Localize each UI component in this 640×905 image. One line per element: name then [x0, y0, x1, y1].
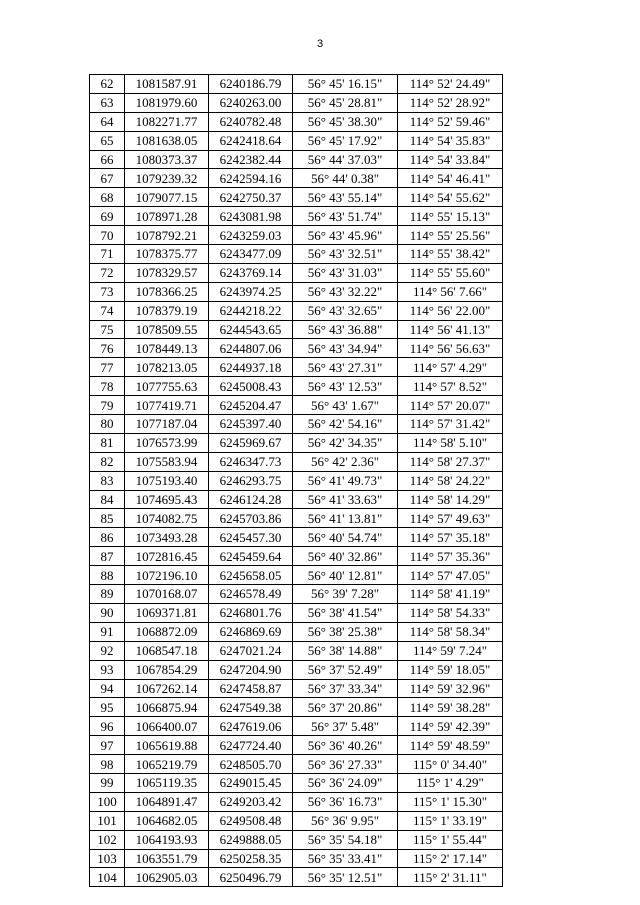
- y-coordinate-cell: 6246124.28: [209, 490, 293, 509]
- longitude-cell: 114° 56' 22.00": [398, 301, 503, 320]
- x-coordinate-cell: 1078379.19: [125, 301, 209, 320]
- longitude-cell: 115° 1' 4.29": [398, 773, 503, 792]
- x-coordinate-cell: 1067854.29: [125, 660, 209, 679]
- y-coordinate-cell: 6249203.42: [209, 792, 293, 811]
- y-coordinate-cell: 6243477.09: [209, 245, 293, 264]
- longitude-cell: 114° 58' 5.10": [398, 433, 503, 452]
- latitude-cell: 56° 36' 27.33": [293, 755, 398, 774]
- x-coordinate-cell: 1078213.05: [125, 358, 209, 377]
- point-number-cell: 94: [90, 679, 125, 698]
- table-row: [90, 585, 503, 604]
- x-coordinate-cell: 1070168.07: [125, 585, 209, 604]
- point-number-cell: 76: [90, 339, 125, 358]
- table-row: [90, 207, 503, 226]
- x-coordinate-cell: 1074082.75: [125, 509, 209, 528]
- table-row: [90, 452, 503, 471]
- y-coordinate-cell: 6245658.05: [209, 566, 293, 585]
- latitude-cell: 56° 43' 1.67": [293, 396, 398, 415]
- latitude-cell: 56° 45' 28.81": [293, 93, 398, 112]
- longitude-cell: 114° 57' 4.29": [398, 358, 503, 377]
- latitude-cell: 56° 44' 37.03": [293, 150, 398, 169]
- longitude-cell: 114° 57' 8.52": [398, 377, 503, 396]
- point-number-cell: 101: [90, 811, 125, 830]
- latitude-cell: 56° 42' 54.16": [293, 415, 398, 434]
- table-row: [90, 660, 503, 679]
- longitude-cell: 115° 1' 55.44": [398, 830, 503, 849]
- y-coordinate-cell: 6244807.06: [209, 339, 293, 358]
- table-row: [90, 339, 503, 358]
- longitude-cell: 114° 58' 24.22": [398, 471, 503, 490]
- y-coordinate-cell: 6247021.24: [209, 641, 293, 660]
- latitude-cell: 56° 35' 54.18": [293, 830, 398, 849]
- table-row: [90, 188, 503, 207]
- longitude-cell: 114° 56' 41.13": [398, 320, 503, 339]
- y-coordinate-cell: 6246347.73: [209, 452, 293, 471]
- table-row: [90, 433, 503, 452]
- table-row: [90, 471, 503, 490]
- point-number-cell: 67: [90, 169, 125, 188]
- point-number-cell: 89: [90, 585, 125, 604]
- longitude-cell: 114° 54' 46.41": [398, 169, 503, 188]
- x-coordinate-cell: 1081587.91: [125, 75, 209, 94]
- latitude-cell: 56° 43' 45.96": [293, 226, 398, 245]
- latitude-cell: 56° 43' 36.88": [293, 320, 398, 339]
- x-coordinate-cell: 1078366.25: [125, 282, 209, 301]
- x-coordinate-cell: 1072196.10: [125, 566, 209, 585]
- latitude-cell: 56° 40' 12.81": [293, 566, 398, 585]
- latitude-cell: 56° 40' 32.86": [293, 547, 398, 566]
- point-number-cell: 78: [90, 377, 125, 396]
- x-coordinate-cell: 1062905.03: [125, 868, 209, 887]
- table-row: [90, 131, 503, 150]
- longitude-cell: 114° 58' 54.33": [398, 603, 503, 622]
- latitude-cell: 56° 43' 32.65": [293, 301, 398, 320]
- x-coordinate-cell: 1075583.94: [125, 452, 209, 471]
- latitude-cell: 56° 41' 13.81": [293, 509, 398, 528]
- latitude-cell: 56° 38' 14.88": [293, 641, 398, 660]
- latitude-cell: 56° 43' 27.31": [293, 358, 398, 377]
- x-coordinate-cell: 1082271.77: [125, 112, 209, 131]
- point-number-cell: 68: [90, 188, 125, 207]
- y-coordinate-cell: 6240186.79: [209, 75, 293, 94]
- longitude-cell: 114° 54' 33.84": [398, 150, 503, 169]
- y-coordinate-cell: 6248505.70: [209, 755, 293, 774]
- table-row: [90, 792, 503, 811]
- y-coordinate-cell: 6247204.90: [209, 660, 293, 679]
- latitude-cell: 56° 43' 12.53": [293, 377, 398, 396]
- x-coordinate-cell: 1069371.81: [125, 603, 209, 622]
- table-row: [90, 226, 503, 245]
- latitude-cell: 56° 37' 33.34": [293, 679, 398, 698]
- x-coordinate-cell: 1078792.21: [125, 226, 209, 245]
- latitude-cell: 56° 41' 33.63": [293, 490, 398, 509]
- table-row: [90, 150, 503, 169]
- longitude-cell: 114° 56' 56.63": [398, 339, 503, 358]
- point-number-cell: 79: [90, 396, 125, 415]
- y-coordinate-cell: 6243769.14: [209, 263, 293, 282]
- longitude-cell: 114° 52' 28.92": [398, 93, 503, 112]
- point-number-cell: 71: [90, 245, 125, 264]
- x-coordinate-cell: 1077755.63: [125, 377, 209, 396]
- latitude-cell: 56° 36' 40.26": [293, 736, 398, 755]
- table-row: [90, 377, 503, 396]
- y-coordinate-cell: 6249015.45: [209, 773, 293, 792]
- table-row: [90, 93, 503, 112]
- table-row: [90, 509, 503, 528]
- longitude-cell: 114° 57' 20.07": [398, 396, 503, 415]
- y-coordinate-cell: 6250258.35: [209, 849, 293, 868]
- latitude-cell: 56° 43' 32.51": [293, 245, 398, 264]
- table-row: [90, 415, 503, 434]
- longitude-cell: 114° 58' 58.34": [398, 622, 503, 641]
- x-coordinate-cell: 1068547.18: [125, 641, 209, 660]
- table-row: [90, 641, 503, 660]
- y-coordinate-cell: 6245969.67: [209, 433, 293, 452]
- table-row: [90, 698, 503, 717]
- point-number-cell: 80: [90, 415, 125, 434]
- table-row: [90, 528, 503, 547]
- longitude-cell: 114° 55' 25.56": [398, 226, 503, 245]
- table-row: [90, 396, 503, 415]
- point-number-cell: 77: [90, 358, 125, 377]
- y-coordinate-cell: 6242382.44: [209, 150, 293, 169]
- table-row: [90, 849, 503, 868]
- x-coordinate-cell: 1066875.94: [125, 698, 209, 717]
- point-number-cell: 103: [90, 849, 125, 868]
- point-number-cell: 63: [90, 93, 125, 112]
- point-number-cell: 99: [90, 773, 125, 792]
- coordinates-table: [89, 74, 503, 887]
- y-coordinate-cell: 6246869.69: [209, 622, 293, 641]
- longitude-cell: 115° 2' 17.14": [398, 849, 503, 868]
- page-number: 3: [316, 38, 324, 50]
- point-number-cell: 90: [90, 603, 125, 622]
- y-coordinate-cell: 6243259.03: [209, 226, 293, 245]
- latitude-cell: 56° 38' 25.38": [293, 622, 398, 641]
- longitude-cell: 114° 59' 48.59": [398, 736, 503, 755]
- latitude-cell: 56° 44' 0.38": [293, 169, 398, 188]
- table-row: [90, 169, 503, 188]
- table-row: [90, 301, 503, 320]
- x-coordinate-cell: 1063551.79: [125, 849, 209, 868]
- table-row: [90, 622, 503, 641]
- x-coordinate-cell: 1077187.04: [125, 415, 209, 434]
- x-coordinate-cell: 1078329.57: [125, 263, 209, 282]
- y-coordinate-cell: 6245397.40: [209, 415, 293, 434]
- x-coordinate-cell: 1075193.40: [125, 471, 209, 490]
- y-coordinate-cell: 6247549.38: [209, 698, 293, 717]
- point-number-cell: 91: [90, 622, 125, 641]
- latitude-cell: 56° 45' 17.92": [293, 131, 398, 150]
- latitude-cell: 56° 43' 31.03": [293, 263, 398, 282]
- longitude-cell: 114° 57' 47.05": [398, 566, 503, 585]
- longitude-cell: 114° 56' 7.66": [398, 282, 503, 301]
- point-number-cell: 82: [90, 452, 125, 471]
- longitude-cell: 115° 0' 34.40": [398, 755, 503, 774]
- y-coordinate-cell: 6246293.75: [209, 471, 293, 490]
- longitude-cell: 114° 58' 41.19": [398, 585, 503, 604]
- table-row: [90, 358, 503, 377]
- point-number-cell: 81: [90, 433, 125, 452]
- latitude-cell: 56° 36' 9.95": [293, 811, 398, 830]
- longitude-cell: 115° 2' 31.11": [398, 868, 503, 887]
- point-number-cell: 98: [90, 755, 125, 774]
- longitude-cell: 114° 54' 35.83": [398, 131, 503, 150]
- longitude-cell: 114° 52' 59.46": [398, 112, 503, 131]
- point-number-cell: 102: [90, 830, 125, 849]
- x-coordinate-cell: 1065119.35: [125, 773, 209, 792]
- y-coordinate-cell: 6245204.47: [209, 396, 293, 415]
- point-number-cell: 86: [90, 528, 125, 547]
- longitude-cell: 114° 59' 18.05": [398, 660, 503, 679]
- y-coordinate-cell: 6243081.98: [209, 207, 293, 226]
- y-coordinate-cell: 6245459.64: [209, 547, 293, 566]
- longitude-cell: 115° 1' 15.30": [398, 792, 503, 811]
- latitude-cell: 56° 43' 55.14": [293, 188, 398, 207]
- longitude-cell: 114° 59' 38.28": [398, 698, 503, 717]
- x-coordinate-cell: 1081638.05: [125, 131, 209, 150]
- y-coordinate-cell: 6242594.16: [209, 169, 293, 188]
- x-coordinate-cell: 1078509.55: [125, 320, 209, 339]
- longitude-cell: 114° 58' 27.37": [398, 452, 503, 471]
- table-row: [90, 547, 503, 566]
- point-number-cell: 69: [90, 207, 125, 226]
- point-number-cell: 64: [90, 112, 125, 131]
- x-coordinate-cell: 1072816.45: [125, 547, 209, 566]
- latitude-cell: 56° 42' 34.35": [293, 433, 398, 452]
- x-coordinate-cell: 1065619.88: [125, 736, 209, 755]
- table-row: [90, 717, 503, 736]
- table-row: [90, 755, 503, 774]
- x-coordinate-cell: 1081979.60: [125, 93, 209, 112]
- longitude-cell: 114° 57' 35.18": [398, 528, 503, 547]
- longitude-cell: 114° 55' 15.13": [398, 207, 503, 226]
- latitude-cell: 56° 37' 20.86": [293, 698, 398, 717]
- latitude-cell: 56° 43' 34.94": [293, 339, 398, 358]
- x-coordinate-cell: 1073493.28: [125, 528, 209, 547]
- point-number-cell: 84: [90, 490, 125, 509]
- table-row: [90, 830, 503, 849]
- x-coordinate-cell: 1064682.05: [125, 811, 209, 830]
- y-coordinate-cell: 6246578.49: [209, 585, 293, 604]
- x-coordinate-cell: 1079077.15: [125, 188, 209, 207]
- y-coordinate-cell: 6240782.48: [209, 112, 293, 131]
- point-number-cell: 66: [90, 150, 125, 169]
- table-row: [90, 736, 503, 755]
- y-coordinate-cell: 6249508.48: [209, 811, 293, 830]
- x-coordinate-cell: 1068872.09: [125, 622, 209, 641]
- x-coordinate-cell: 1077419.71: [125, 396, 209, 415]
- latitude-cell: 56° 40' 54.74": [293, 528, 398, 547]
- y-coordinate-cell: 6247458.87: [209, 679, 293, 698]
- y-coordinate-cell: 6246801.76: [209, 603, 293, 622]
- table-row: [90, 245, 503, 264]
- latitude-cell: 56° 42' 2.36": [293, 452, 398, 471]
- x-coordinate-cell: 1065219.79: [125, 755, 209, 774]
- y-coordinate-cell: 6245008.43: [209, 377, 293, 396]
- y-coordinate-cell: 6244218.22: [209, 301, 293, 320]
- y-coordinate-cell: 6244543.65: [209, 320, 293, 339]
- point-number-cell: 96: [90, 717, 125, 736]
- latitude-cell: 56° 35' 12.51": [293, 868, 398, 887]
- latitude-cell: 56° 41' 49.73": [293, 471, 398, 490]
- latitude-cell: 56° 37' 52.49": [293, 660, 398, 679]
- point-number-cell: 73: [90, 282, 125, 301]
- table-row: [90, 679, 503, 698]
- table-row: [90, 282, 503, 301]
- x-coordinate-cell: 1076573.99: [125, 433, 209, 452]
- table-row: [90, 75, 503, 94]
- x-coordinate-cell: 1064193.93: [125, 830, 209, 849]
- point-number-cell: 97: [90, 736, 125, 755]
- x-coordinate-cell: 1064891.47: [125, 792, 209, 811]
- point-number-cell: 74: [90, 301, 125, 320]
- x-coordinate-cell: 1078971.28: [125, 207, 209, 226]
- point-number-cell: 85: [90, 509, 125, 528]
- point-number-cell: 93: [90, 660, 125, 679]
- longitude-cell: 114° 59' 42.39": [398, 717, 503, 736]
- point-number-cell: 88: [90, 566, 125, 585]
- point-number-cell: 100: [90, 792, 125, 811]
- point-number-cell: 72: [90, 263, 125, 282]
- table-row: [90, 566, 503, 585]
- longitude-cell: 114° 52' 24.49": [398, 75, 503, 94]
- latitude-cell: 56° 43' 32.22": [293, 282, 398, 301]
- y-coordinate-cell: 6244937.18: [209, 358, 293, 377]
- latitude-cell: 56° 39' 7.28": [293, 585, 398, 604]
- latitude-cell: 56° 43' 51.74": [293, 207, 398, 226]
- latitude-cell: 56° 35' 33.41": [293, 849, 398, 868]
- latitude-cell: 56° 37' 5.48": [293, 717, 398, 736]
- table-row: [90, 773, 503, 792]
- y-coordinate-cell: 6247724.40: [209, 736, 293, 755]
- longitude-cell: 114° 59' 7.24": [398, 641, 503, 660]
- y-coordinate-cell: 6249888.05: [209, 830, 293, 849]
- table-row: [90, 112, 503, 131]
- latitude-cell: 56° 36' 16.73": [293, 792, 398, 811]
- longitude-cell: 114° 55' 38.42": [398, 245, 503, 264]
- x-coordinate-cell: 1078375.77: [125, 245, 209, 264]
- longitude-cell: 114° 57' 35.36": [398, 547, 503, 566]
- latitude-cell: 56° 36' 24.09": [293, 773, 398, 792]
- table-row: [90, 320, 503, 339]
- coordinates-table-body: [90, 75, 503, 887]
- x-coordinate-cell: 1079239.32: [125, 169, 209, 188]
- y-coordinate-cell: 6245457.30: [209, 528, 293, 547]
- table-row: [90, 490, 503, 509]
- point-number-cell: 92: [90, 641, 125, 660]
- longitude-cell: 114° 57' 31.42": [398, 415, 503, 434]
- table-row: [90, 868, 503, 887]
- point-number-cell: 65: [90, 131, 125, 150]
- longitude-cell: 114° 54' 55.62": [398, 188, 503, 207]
- latitude-cell: 56° 45' 16.15": [293, 75, 398, 94]
- x-coordinate-cell: 1078449.13: [125, 339, 209, 358]
- y-coordinate-cell: 6247619.06: [209, 717, 293, 736]
- y-coordinate-cell: 6242750.37: [209, 188, 293, 207]
- point-number-cell: 104: [90, 868, 125, 887]
- x-coordinate-cell: 1067262.14: [125, 679, 209, 698]
- x-coordinate-cell: 1066400.07: [125, 717, 209, 736]
- longitude-cell: 114° 59' 32.96": [398, 679, 503, 698]
- x-coordinate-cell: 1080373.37: [125, 150, 209, 169]
- point-number-cell: 87: [90, 547, 125, 566]
- y-coordinate-cell: 6240263.00: [209, 93, 293, 112]
- point-number-cell: 95: [90, 698, 125, 717]
- table-row: [90, 263, 503, 282]
- point-number-cell: 62: [90, 75, 125, 94]
- table-row: [90, 603, 503, 622]
- y-coordinate-cell: 6243974.25: [209, 282, 293, 301]
- longitude-cell: 114° 55' 55.60": [398, 263, 503, 282]
- point-number-cell: 75: [90, 320, 125, 339]
- longitude-cell: 114° 57' 49.63": [398, 509, 503, 528]
- latitude-cell: 56° 45' 38.30": [293, 112, 398, 131]
- y-coordinate-cell: 6250496.79: [209, 868, 293, 887]
- point-number-cell: 70: [90, 226, 125, 245]
- point-number-cell: 83: [90, 471, 125, 490]
- longitude-cell: 115° 1' 33.19": [398, 811, 503, 830]
- longitude-cell: 114° 58' 14.29": [398, 490, 503, 509]
- y-coordinate-cell: 6242418.64: [209, 131, 293, 150]
- table-row: [90, 811, 503, 830]
- x-coordinate-cell: 1074695.43: [125, 490, 209, 509]
- latitude-cell: 56° 38' 41.54": [293, 603, 398, 622]
- y-coordinate-cell: 6245703.86: [209, 509, 293, 528]
